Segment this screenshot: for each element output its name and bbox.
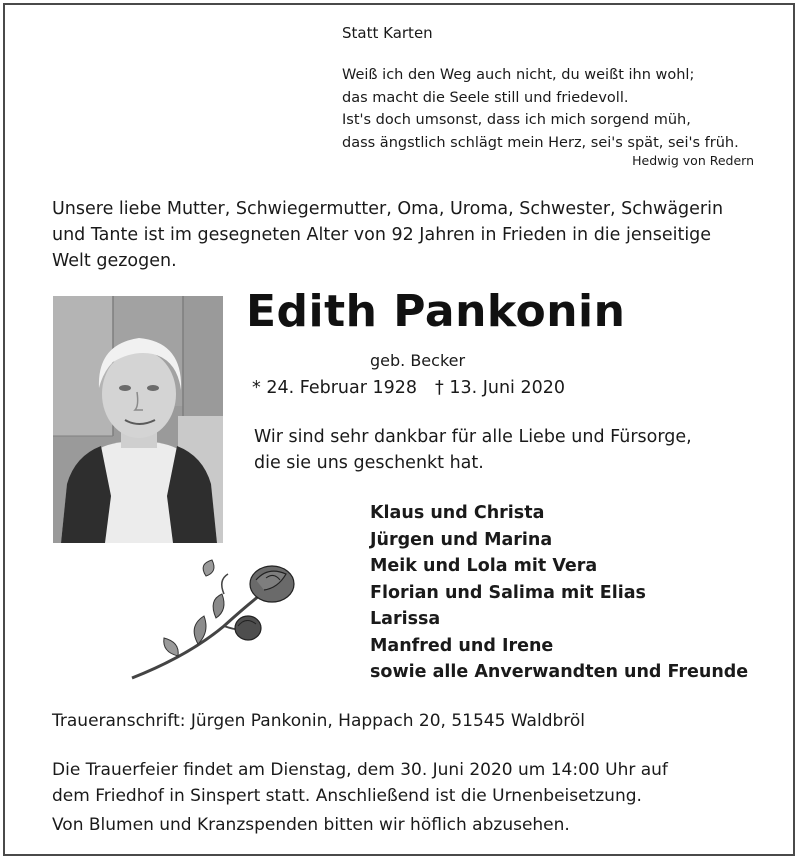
statt-karten-label: Statt Karten — [342, 24, 433, 42]
poem-line: Ist's doch umsonst, dass ich mich sorgend müh, — [342, 112, 691, 128]
life-dates — [252, 378, 565, 398]
poem-author: Hedwig von Redern — [632, 153, 754, 168]
service-line: dem Friedhof in Sinspert statt. Anschließend ist die Urnenbeisetzung. — [52, 786, 642, 806]
death-date: † 13. Juni 2020 — [435, 378, 566, 398]
mourning-address: Traueranschrift: Jürgen Pankonin, Happach 20, 51545 Waldbröl — [52, 711, 586, 731]
deceased-name: Edith Pankonin — [246, 286, 626, 337]
poem-line: das macht die Seele still und friedevoll. — [342, 89, 629, 106]
thanks-line: Wir sind sehr dankbar für alle Liebe und Fürsorge, — [254, 427, 692, 447]
family-member: Jürgen und Marina — [370, 529, 553, 550]
intro-line: Welt gezogen. — [52, 251, 177, 271]
flowers-note: Von Blumen und Kranzspenden bitten wir höflich abzusehen. — [52, 815, 570, 835]
intro-line: Unsere liebe Mutter, Schwiegermutter, Oma, Uroma, Schwester, Schwägerin — [52, 199, 724, 219]
birth-date: * 24. Februar 1928 — [252, 378, 417, 398]
funeral-service-info — [52, 757, 668, 809]
service-line: Die Trauerfeier findet am Dienstag, dem 30. Juni 2020 um 14:00 Uhr auf — [52, 760, 668, 780]
poem-line: Weiß ich den Weg auch nicht, du weißt ihn wohl; — [342, 67, 695, 83]
poem-line: dass ängstlich schlägt mein Herz, sei's spät, sei's früh. — [342, 134, 739, 151]
intro-line: und Tante ist im gesegneten Alter von 92 Jahren in Frieden in die jenseitige — [52, 225, 712, 245]
portrait-photo — [53, 296, 223, 543]
family-member: Manfred und Irene — [370, 635, 554, 656]
portrait-illustration — [53, 296, 223, 543]
thanks-line: die sie uns geschenkt hat. — [254, 452, 484, 473]
thanks-text — [254, 425, 692, 476]
birth-name: geb. Becker — [370, 351, 466, 370]
poem — [342, 64, 739, 154]
family-member: Florian und Salima mit Elias — [370, 582, 646, 603]
family-member: Meik und Lola mit Vera — [370, 556, 598, 576]
family-member: Larissa — [370, 609, 441, 629]
family-list — [370, 500, 748, 686]
intro-text — [52, 196, 723, 274]
family-member: sowie alle Anverwandten und Freunde — [370, 662, 749, 682]
family-member: Klaus und Christa — [370, 503, 545, 523]
rose-icon — [128, 556, 308, 686]
